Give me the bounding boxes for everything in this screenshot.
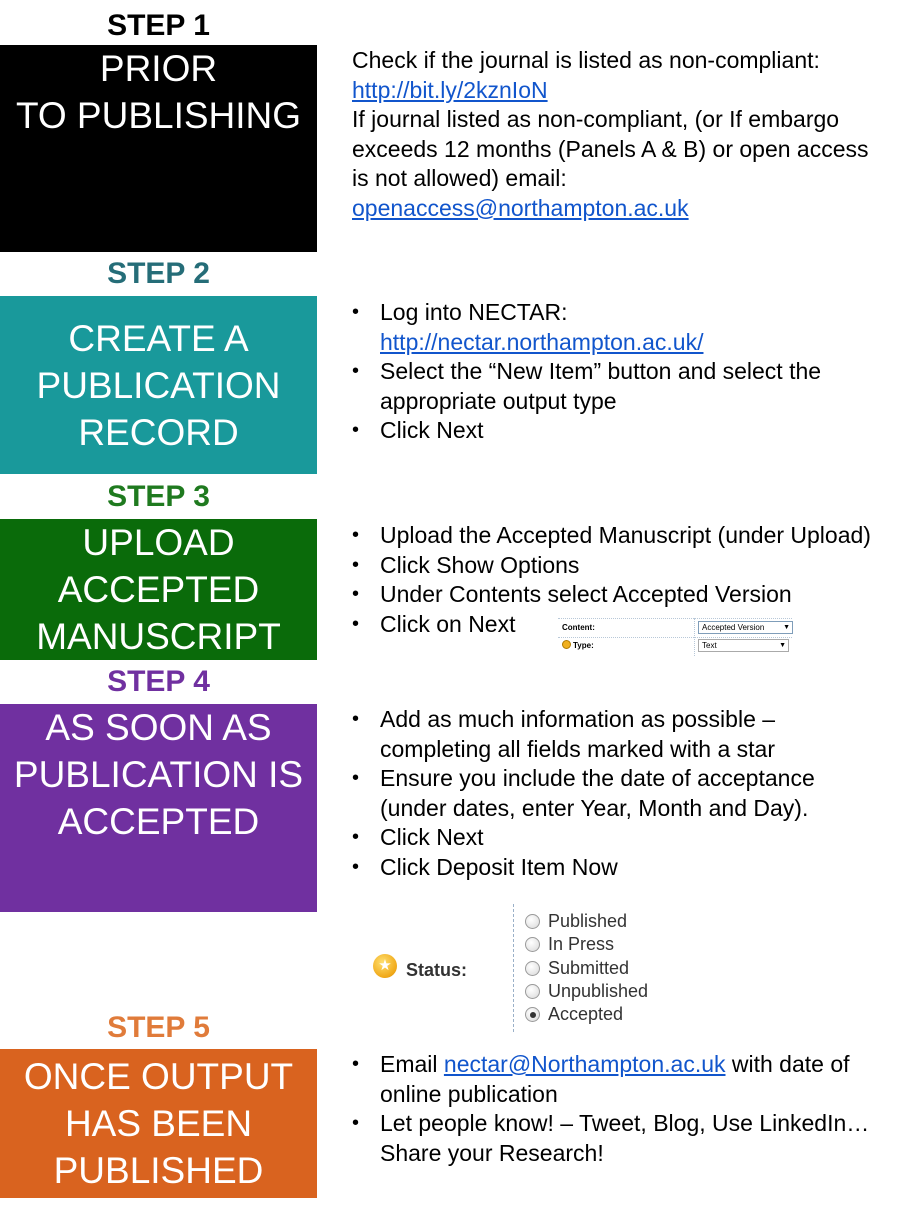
step-5-box-line: HAS BEEN (64, 1103, 253, 1144)
status-option-label: Accepted (548, 1004, 624, 1024)
list-item (352, 853, 815, 883)
step-5-box-line: PUBLISHED (53, 1150, 264, 1191)
status-divider (513, 904, 514, 1032)
bullet-text: (under dates, enter Year, Month and Day). (380, 794, 809, 821)
type-select[interactable] (698, 639, 789, 652)
step-2-label: STEP 2 (107, 257, 210, 290)
step-5-label: STEP 5 (107, 1011, 210, 1044)
step-2-box-line: PUBLICATION (36, 364, 281, 406)
radio-icon[interactable] (525, 984, 540, 999)
step-5-box (0, 1049, 317, 1198)
step-3-box-line: MANUSCRIPT (36, 616, 281, 657)
bullet-text: • Select the “New Item” button and select the (380, 358, 822, 384)
step-4-box-line: AS SOON AS (45, 707, 272, 748)
step-2-box (0, 296, 317, 474)
list-item (352, 551, 871, 581)
step-4-box-line: ACCEPTED (57, 801, 260, 842)
list-item (352, 521, 871, 551)
bullet-text: • Click Deposit Item Now (380, 853, 618, 880)
type-select-value: Text (702, 641, 717, 650)
step-1-box-line: TO PUBLISHING (15, 95, 302, 136)
bullet-text: • Log into NECTAR: (380, 299, 568, 325)
bullet-text: • Click Show Options (380, 551, 580, 578)
nectar-link[interactable]: http://nectar.northampton.ac.uk/ (380, 328, 704, 355)
bullet-text: • Click Next (380, 824, 484, 850)
status-option-label: Unpublished (548, 981, 649, 1001)
list-item (352, 705, 815, 764)
radio-icon[interactable] (525, 914, 540, 929)
status-option-label: Submitted (548, 958, 630, 978)
openaccess-email-link[interactable]: openaccess@northampton.ac.uk (352, 194, 689, 221)
step-4-box-line: PUBLICATION IS (13, 754, 304, 795)
step-3-box (0, 519, 317, 660)
radio-icon[interactable] (525, 961, 540, 976)
list-item (352, 764, 815, 823)
bullet-text: • Ensure you include the date of acceptance (380, 765, 815, 791)
step-5-bullets (352, 1050, 869, 1168)
bullet-text: online publication (380, 1080, 558, 1107)
step-3-label: STEP 3 (107, 480, 210, 513)
content-select[interactable] (698, 621, 793, 634)
star-icon: ★ (373, 954, 397, 978)
step-4-label: STEP 4 (107, 665, 210, 698)
content-type-form (558, 618, 792, 656)
step-3-box-line: UPLOAD (82, 522, 235, 563)
step-2-bullets (352, 298, 821, 446)
bullet-text: • Add as much information as possible – (380, 706, 776, 732)
step-4-box (0, 704, 317, 912)
radio-icon[interactable] (525, 937, 540, 952)
status-option-in-press[interactable] (525, 934, 614, 955)
status-option-published[interactable] (525, 911, 627, 932)
status-option-label: Published (548, 911, 628, 931)
step-4-bullets (352, 705, 815, 882)
bullet-text: • Click Next (380, 417, 484, 443)
bullet-text: Email (380, 1051, 438, 1077)
status-option-label: In Press (548, 934, 615, 954)
list-item (352, 1050, 869, 1109)
status-option-accepted[interactable] (525, 1004, 623, 1025)
step-1-text (352, 46, 869, 223)
step-1-line: If journal listed as non-compliant, (or If embargo (352, 106, 840, 132)
list-item (352, 298, 821, 357)
list-item (352, 416, 821, 446)
bullet-text: completing all fields marked with a star (380, 735, 775, 762)
step-3-box-line: ACCEPTED (57, 569, 260, 610)
list-item (352, 357, 821, 416)
radio-selected-icon[interactable] (525, 1007, 540, 1022)
step-2-box-line: RECORD (78, 411, 239, 453)
step-1-line: is not allowed) email: (352, 165, 567, 191)
chevron-down-icon: ▼ (783, 624, 790, 631)
step-2-box-line: CREATE A (68, 317, 249, 359)
content-label: Content: (562, 623, 595, 632)
step-1-line: Check if the journal is listed as non-compliant: (352, 47, 820, 73)
status-option-unpublished[interactable] (525, 981, 648, 1002)
bullet-text: • Click on Next (380, 610, 516, 637)
step-1-label: STEP 1 (107, 9, 210, 42)
step-5-box-line: ONCE OUTPUT (23, 1056, 294, 1097)
noncompliant-list-link[interactable]: http://bit.ly/2kznIoN (352, 76, 548, 103)
list-item (352, 1109, 869, 1168)
status-option-submitted[interactable] (525, 958, 629, 979)
step-1-box (0, 45, 317, 252)
step-1-box-line: PRIOR (99, 48, 218, 89)
status-label: Status: (406, 960, 468, 980)
bullet-text: with date of (731, 1051, 850, 1077)
list-item (352, 823, 815, 853)
list-item (352, 580, 871, 610)
bullet-text: Share your Research! (380, 1139, 604, 1166)
chevron-down-icon: ▼ (779, 642, 786, 649)
type-label: Type: (573, 641, 594, 650)
bullet-text: • Upload the Accepted Manuscript (under Upload) (380, 522, 871, 548)
step-1-line: exceeds 12 months (Panels A & B) or open access (352, 135, 869, 162)
star-icon (562, 640, 571, 649)
bullet-text: • Under Contents select Accepted Version (380, 581, 792, 607)
nectar-email-link[interactable]: nectar@Northampton.ac.uk (443, 1051, 726, 1077)
bullet-text: appropriate output type (380, 387, 617, 414)
content-select-value: Accepted Version (702, 623, 765, 632)
bullet-text: • Let people know! – Tweet, Blog, Use LinkedIn… (380, 1110, 870, 1136)
